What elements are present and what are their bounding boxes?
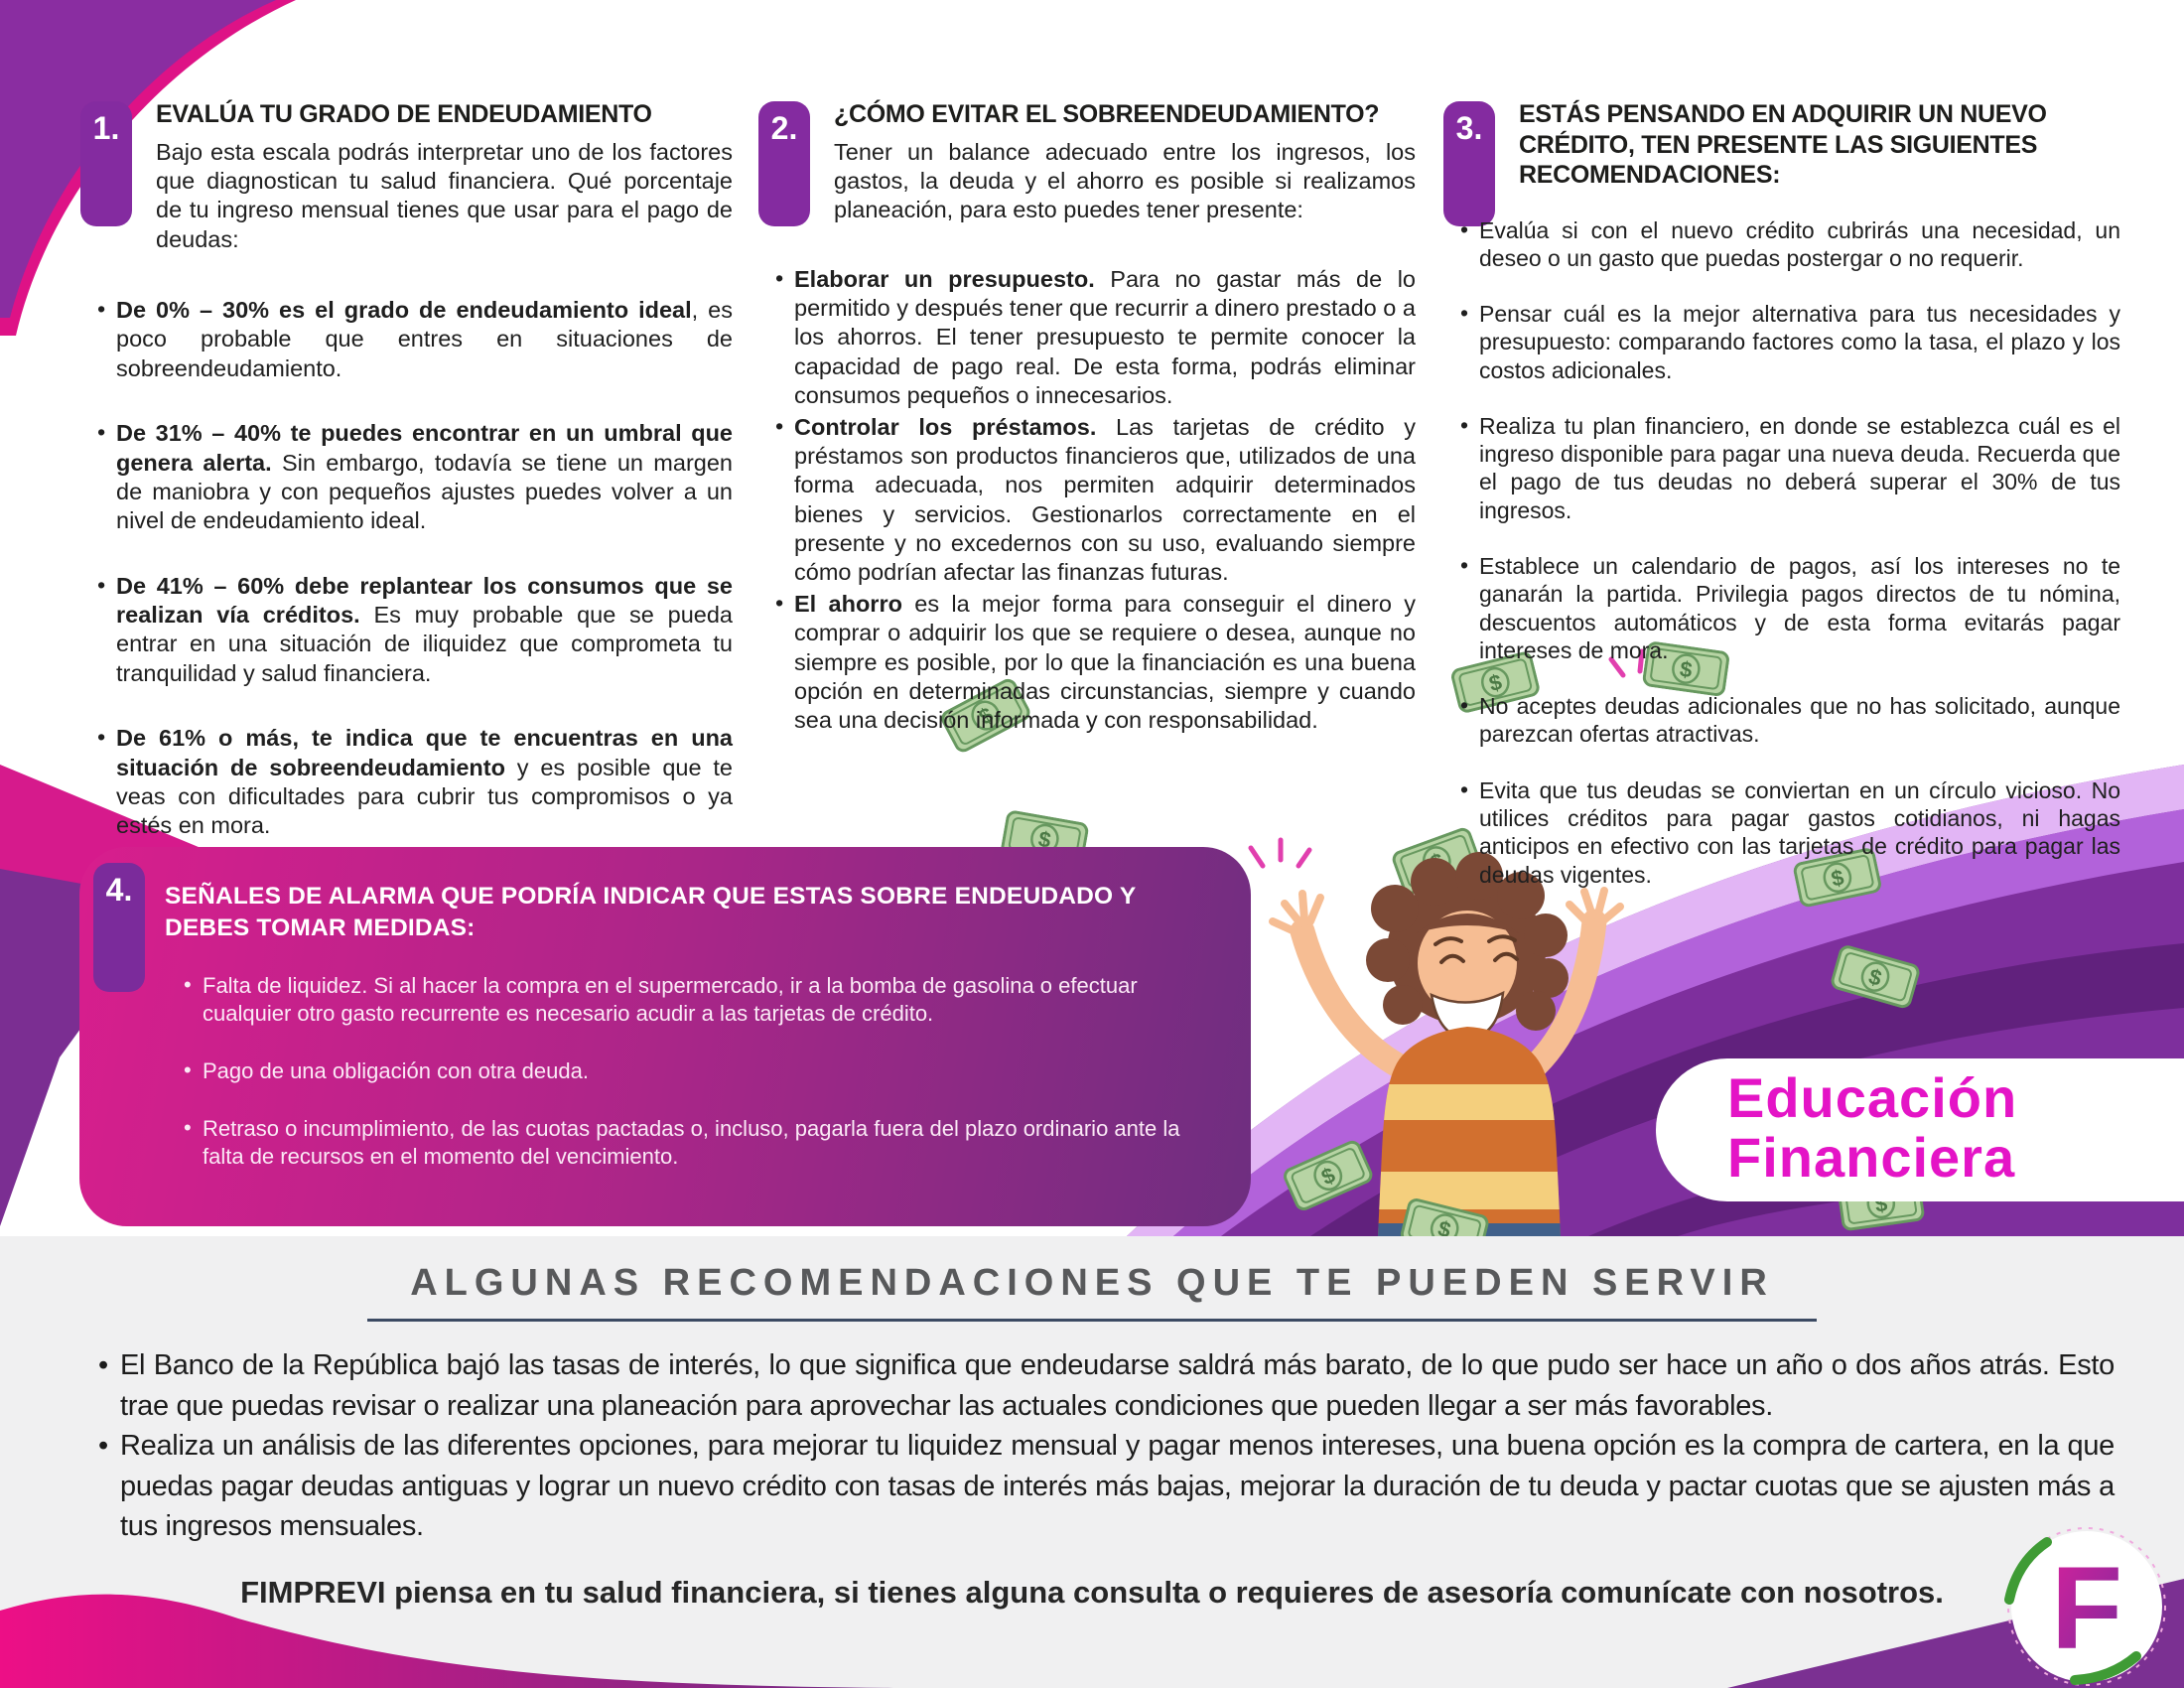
bullet-dot: • xyxy=(97,296,106,322)
logo-letter: F xyxy=(2050,1543,2123,1674)
edu-banner-line2: Financiera xyxy=(1727,1125,2016,1189)
section-2-number-badge: 2. xyxy=(758,101,810,226)
section-1-title: EVALÚA TU GRADO DE ENDEUDAMIENTO xyxy=(156,100,652,128)
section-1-number-badge: 1. xyxy=(80,101,132,226)
brand-name: FIMPREVI xyxy=(240,1574,386,1610)
bullet-dot: • xyxy=(184,1057,192,1082)
bullet-dot: • xyxy=(1460,775,1469,802)
list-item: • Retraso o incumplimiento, de las cuotas pactadas o, incluso, pagarla fuera del plazo ordinario ante la falta de recursos en el momento del vencimiento. xyxy=(184,1115,1180,1170)
edu-banner-line1: Educación xyxy=(1727,1066,2018,1129)
footer-left-wave xyxy=(0,1595,893,1688)
list-item: • De 41% – 60% debe replantear los consumos que se realizan vía créditos. Es muy probable que se pueda entrar en una situación de iliquidez que comprometa tu tranquilidad y salud financiera. xyxy=(97,571,733,686)
section-4-title: SEÑALES DE ALARMA QUE PODRÍA INDICAR QUE ESTAS SOBRE ENDEUDADO Y DEBES TOMAR MEDIDAS: xyxy=(165,883,1136,941)
bullet-dot: • xyxy=(97,724,106,751)
bullet-dot: • xyxy=(98,1430,108,1463)
bullet-dot: • xyxy=(1460,215,1469,242)
list-item: • De 0% – 30% es el grado de endeudamiento ideal, es poco probable que entres en situaciones de sobreendeudamiento. xyxy=(97,296,733,381)
list-item: • Controlar los préstamos. Las tarjetas de crédito y préstamos son productos financieros que, utilizados de una forma adecuada, nos permiten adquirir determinados bienes y servicios. Gestionarlos correctamente en el presente y no excedernos con su uso, evaluando siempre cómo podrían afectar las finanzas futuras. xyxy=(775,412,1416,586)
section-4-alert-box xyxy=(79,847,1251,1226)
section-2 xyxy=(772,99,1416,736)
section-2-intro: Tener un balance adecuado entre los ingresos, los gastos, la deuda y el ahorro es posible si realizamos planeación, para esto puedes tener presente: xyxy=(834,138,1416,223)
section-1-list xyxy=(94,296,733,841)
list-item: • Pensar cuál es la mejor alternativa para tus necesidades y presupuesto: comparando factores como la tasa, el plazo y los costos adicionales. xyxy=(1460,300,2120,383)
section-3 xyxy=(1457,99,2120,889)
bullet-dot: • xyxy=(1460,411,1469,438)
section-2-title: ¿CÓMO EVITAR EL SOBREENDEUDAMIENTO? xyxy=(834,100,1380,128)
section-1 xyxy=(94,99,733,841)
section-3-list xyxy=(1457,216,2120,889)
list-item: • De 31% – 40% te puedes encontrar en un umbral que genera alerta. Sin embargo, todavía se tiene un margen de maniobra y con pequeños ajustes puedes volver a un nivel de endeudamiento ideal. xyxy=(97,419,733,534)
section-4-list xyxy=(181,972,1205,1172)
section-3-number-badge: 3. xyxy=(1443,101,1495,226)
footer-wave-decoration xyxy=(0,1509,2184,1688)
bullet-dot: • xyxy=(1460,692,1469,719)
list-item: • Realiza tu plan financiero, en donde se establezca cuál es el ingreso disponible para pagar una nueva deuda. Recuerda que el pago de tus deudas no deberá superar el 30% de tus ingresos. xyxy=(1460,411,2120,523)
list-item: • Establece un calendario de pagos, así los intereses no te ganarán la partida. Privilegia pagos directos de tu nómina, descuentos automáticos y de esta forma evitarás pagar intereses de mora. xyxy=(1460,552,2120,663)
bullet-dot: • xyxy=(184,971,192,997)
bullet-dot: • xyxy=(97,571,106,598)
section-3-title: ESTÁS PENSANDO EN ADQUIRIR UN NUEVO CRÉDITO, TEN PRESENTE LAS SIGUIENTES RECOMENDACIONES: xyxy=(1519,100,2047,189)
list-item: • Elaborar un presupuesto. Para no gastar más de lo permitido y después tener que recurrir a dinero prestado o a los ahorros. El tener presupuesto te permite conocer la capacidad de pago real. De esta forma, podrás eliminar consumos pequeños o innecesarios. xyxy=(775,264,1417,409)
section-2-list xyxy=(772,265,1416,736)
list-item: • El ahorro es la mejor forma para conseguir el dinero y comprar o adquirir los que se requiere o desea, aunque no siempre es posible, por lo que la financiación es una buena opción en determinadas circunstancias, siempre y cuando sea una decisión informada y con responsabilidad. xyxy=(775,589,1416,734)
bullet-dot: • xyxy=(1460,300,1469,327)
list-item: • No aceptes deudas adicionales que no has solicitado, aunque parezcan ofertas atractivas. xyxy=(1460,692,2120,748)
bullet-dot: • xyxy=(1460,552,1469,579)
list-item: • Evalúa si con el nuevo crédito cubrirás una necesidad, un deseo o un gasto que puedas postergar o no requerir. xyxy=(1460,215,2120,271)
section-1-intro: Bajo esta escala podrás interpretar uno de los factores que diagnostican tu salud financiera. Qué porcentaje de tu ingreso mensual tienes que usar para el pago de deudas: xyxy=(156,138,733,252)
edu-banner-title xyxy=(1727,1068,2017,1188)
bullet-dot: • xyxy=(184,1115,192,1141)
list-item: • De 61% o más, te indica que te encuentras en una situación de sobreendeudamiento y es posible que te veas con dificultades para cubrir tus compromisos o ya estés en mora. xyxy=(97,724,733,839)
list-item: • Evita que tus deudas se conviertan en un círculo vicioso. No utilices créditos para pagar gastos cotidianos, ni hagas anticipos en efectivo con las tarjetas de crédito para pagar las deudas vigentes. xyxy=(1460,775,2120,888)
list-item: • Realiza un análisis de las diferentes opciones, para mejorar tu liquidez mensual y pagar menos intereses, una buena opción es la compra de cartera, en la que puedas pagar deudas antiguas y lograr un nuevo crédito con tasas de interés más bajas, mejorar la duración de tu deuda y pactar cuotas que se ajusten más a tus ingresos mensuales. xyxy=(94,1426,2115,1547)
bullet-dot: • xyxy=(97,419,106,446)
fimprevi-note: FIMPREVI piensa en tu salud financiera, si tienes alguna consulta o requieres de asesoría comunícate con nosotros. xyxy=(240,1574,1944,1610)
list-item: • Pago de una obligación con otra deuda. xyxy=(184,1057,589,1083)
bullet-dot: • xyxy=(98,1349,108,1381)
section-4-number-badge: 4. xyxy=(93,863,145,992)
bullet-dot: • xyxy=(775,264,784,291)
list-item: • Falta de liquidez. Si al hacer la compra en el supermercado, ir a la bomba de gasolina o efectuar cualquier otro gasto recurrente es necesario acudir a las tarjetas de crédito. xyxy=(184,971,1138,1026)
bullet-dot: • xyxy=(775,589,784,616)
list-item: • El Banco de la República bajó las tasas de interés, lo que significa que endeudarse saldrá más barato, de lo que pudo ser hace un año o dos años atrás. Esto trae que puedas revisar o realizar una planeación para aprovechar las actuales condiciones que pueden llegar a ser más favorables. xyxy=(94,1345,2115,1426)
heading-underline xyxy=(367,1319,1817,1322)
recommendations-heading: ALGUNAS RECOMENDACIONES QUE TE PUEDEN SERVIR xyxy=(410,1262,1774,1304)
bullet-dot: • xyxy=(775,412,784,439)
